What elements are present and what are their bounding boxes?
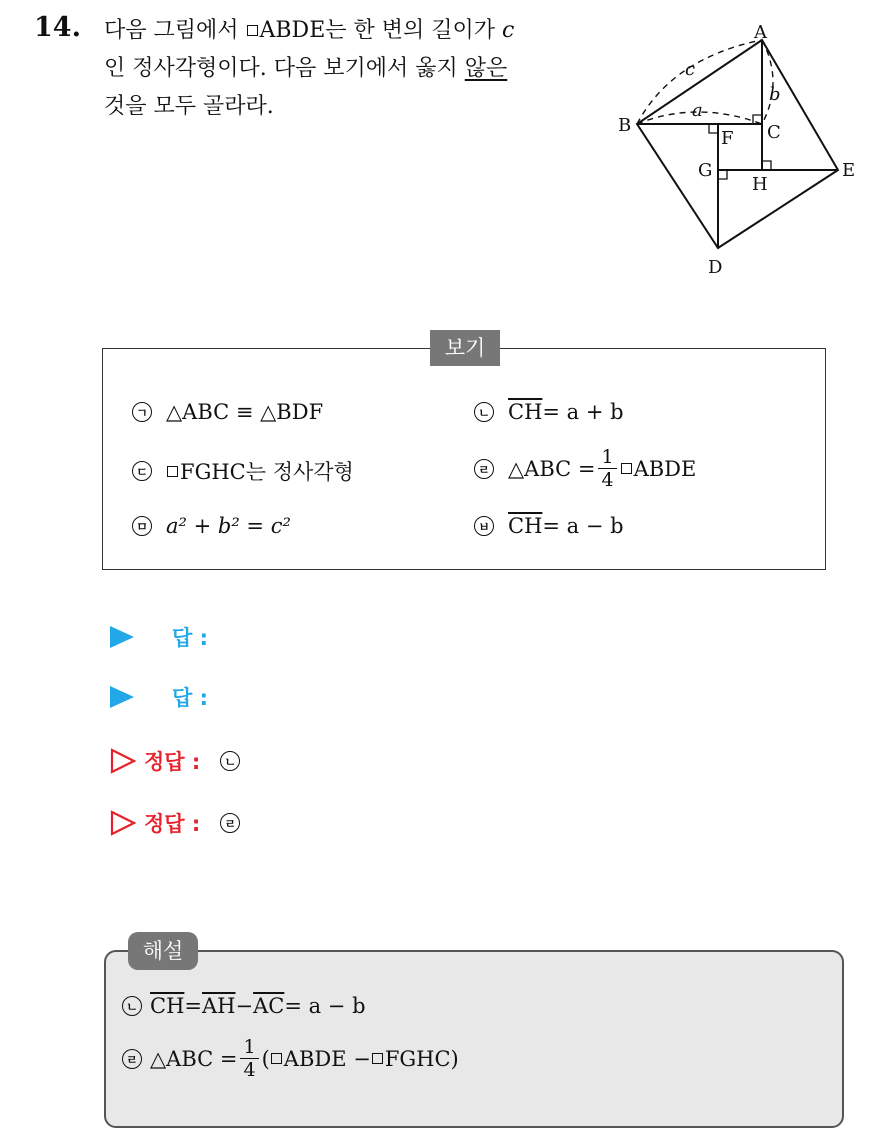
fraction: [598, 446, 616, 491]
question-line-1: [104, 12, 604, 50]
bogi-item-2: [474, 400, 624, 424]
overline-segment: $\overline{CH}$: [508, 400, 543, 424]
fraction: [240, 1036, 258, 1081]
open-triangle-icon: [110, 748, 136, 774]
correct-label: 정답 :: [144, 750, 201, 774]
label-var-c: c: [685, 59, 696, 80]
label-c: C: [767, 122, 781, 143]
overline-segment: $\overline{CH}$: [150, 994, 185, 1018]
bogi-item-5: [132, 514, 291, 538]
square-symbol: [167, 466, 178, 477]
bogi-item-text: △ABC ≡ △BDF: [166, 400, 324, 424]
circled-mark: ㄱ: [132, 402, 152, 422]
answer-blank-2: [110, 682, 208, 712]
circled-mark: ㄹ: [122, 1049, 142, 1069]
circled-mark: ㄴ: [122, 996, 142, 1016]
circled-mark: ㄷ: [132, 461, 152, 481]
answer-label: 답 :: [172, 686, 208, 710]
question-line-1-a: 다음 그림에서: [104, 18, 246, 43]
solution-text: ABDE −: [283, 1046, 371, 1071]
question-underlined-word: 않은: [464, 56, 508, 81]
square-symbol: [271, 1053, 282, 1064]
filled-triangle-icon: [110, 686, 134, 708]
solution-line-2: [122, 1036, 459, 1081]
square-symbol: [621, 463, 632, 474]
correct-value: ㄹ: [220, 813, 240, 833]
label-g: G: [698, 160, 713, 181]
question-number: 14.: [34, 12, 81, 43]
solution-text: (: [261, 1046, 270, 1071]
solution-title: 해설: [128, 932, 198, 970]
overline-segment: $\overline{AC}$: [253, 994, 285, 1018]
label-b: B: [618, 115, 632, 136]
solution-line-1: [122, 994, 366, 1018]
solution-text: △ABC =: [150, 1046, 238, 1071]
bogi-title: 보기: [430, 330, 500, 366]
solution-text: −: [235, 994, 254, 1018]
circled-mark: ㅂ: [474, 516, 494, 536]
bogi-item-text: a² + b² = c²: [166, 514, 291, 538]
square-abde: [637, 40, 838, 248]
question-var-c: c: [502, 18, 515, 43]
question-line-3: 것을 모두 골라라.: [104, 94, 274, 119]
question-line-1-b: ABDE는 한 변의 길이가: [259, 18, 502, 43]
label-a: A: [754, 22, 767, 43]
square-symbol: [372, 1053, 383, 1064]
correct-answer-2: [110, 808, 240, 838]
bogi-item-4: [474, 446, 696, 491]
label-d: D: [708, 257, 723, 278]
bogi-item-pre: △ABC =: [508, 456, 596, 481]
label-var-a: a: [692, 100, 703, 121]
correct-label: 정답 :: [144, 812, 201, 836]
circled-mark: ㅁ: [132, 516, 152, 536]
question-line-2: [104, 50, 604, 88]
label-var-b: b: [769, 84, 781, 105]
fraction-denominator: 4: [601, 469, 614, 491]
label-f: F: [721, 128, 734, 149]
right-angle-f: [709, 124, 718, 133]
question-text: [104, 12, 604, 126]
solution-text: =: [184, 994, 202, 1018]
correct-value: ㄴ: [220, 751, 240, 771]
right-angle-g: [718, 170, 727, 179]
geometry-figure: [612, 18, 872, 288]
correct-answer-1: [110, 746, 240, 776]
filled-triangle-icon: [110, 626, 134, 648]
bogi-item-text: = a − b: [542, 514, 624, 538]
bogi-item-1: [132, 400, 323, 424]
open-triangle-icon: [110, 810, 136, 836]
bogi-item-text: FGHC는 정사각형: [180, 460, 354, 484]
bogi-item-text: = a + b: [542, 400, 624, 424]
label-h: H: [752, 174, 768, 195]
dashed-arc-b: [762, 40, 773, 124]
fraction-numerator: 1: [598, 446, 616, 469]
solution-text: = a − b: [284, 994, 366, 1018]
overline-segment: $\overline{AH}$: [202, 994, 236, 1018]
overline-segment: $\overline{CH}$: [508, 514, 543, 538]
circled-mark: ㄴ: [474, 402, 494, 422]
question-line-2-a: 인 정사각형이다. 다음 보기에서 옳지: [104, 56, 465, 81]
bogi-item-post: ABDE: [633, 456, 697, 481]
answer-blank-1: [110, 622, 208, 652]
solution-text: FGHC): [384, 1046, 459, 1071]
answer-label: 답 :: [172, 626, 208, 650]
square-symbol: [247, 25, 258, 36]
fraction-numerator: 1: [240, 1036, 258, 1059]
label-e: E: [842, 160, 856, 181]
right-angle-h: [762, 161, 771, 170]
bogi-item-6: [474, 514, 624, 538]
bogi-item-3: [132, 456, 354, 486]
circled-mark: ㄹ: [474, 459, 494, 479]
fraction-denominator: 4: [243, 1059, 256, 1081]
